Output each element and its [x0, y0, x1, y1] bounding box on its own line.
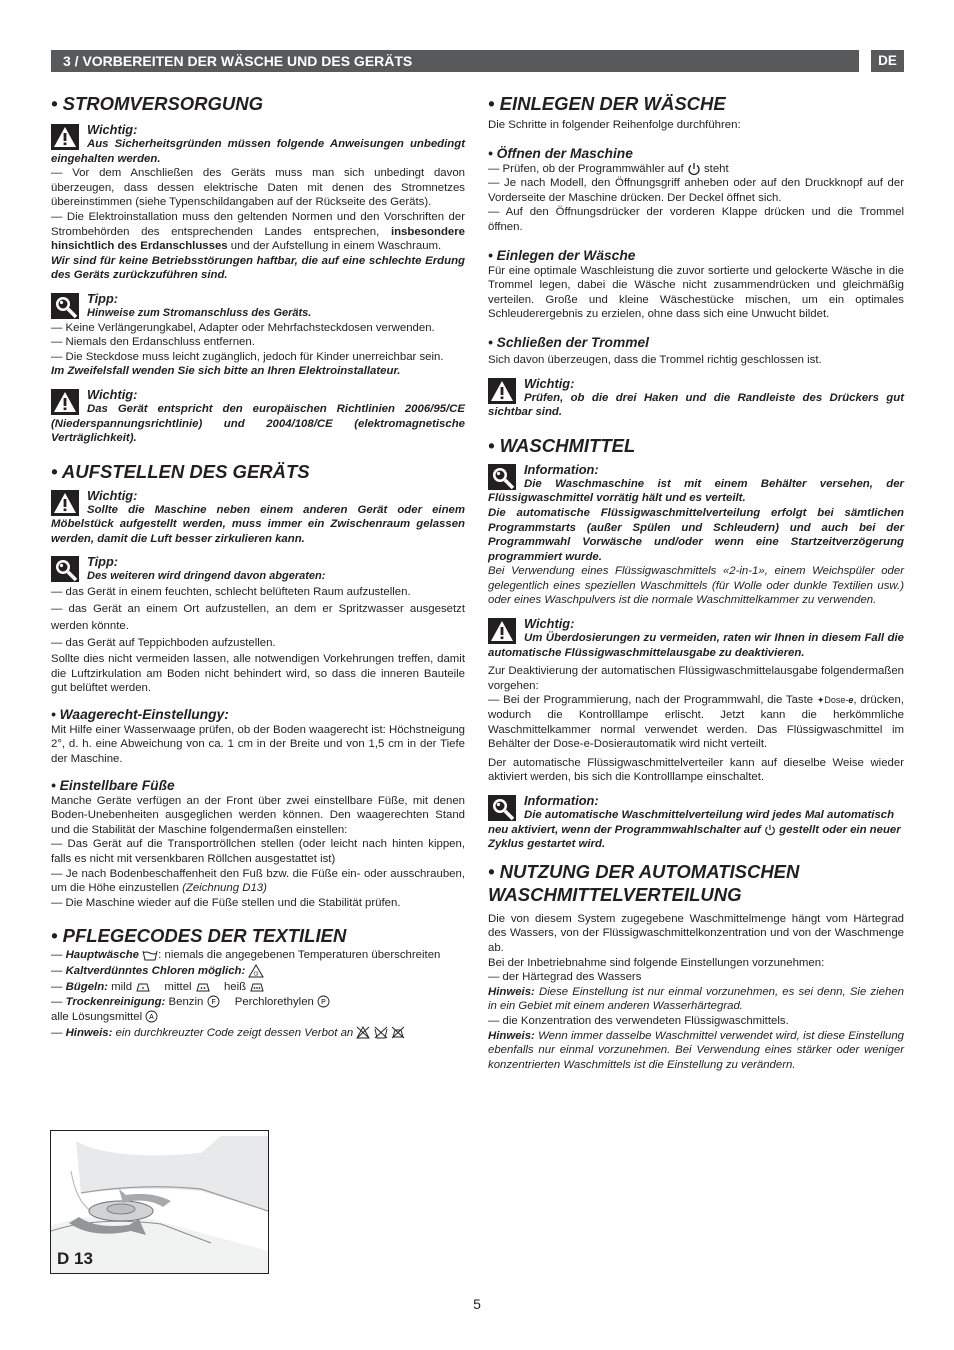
note-title: Information: — [524, 793, 599, 809]
note-text: Bei Verwendung eines Flüssigwaschmittels «2-in-1», einem Weichspüler oder gelegentlich eines speziellen Waschmittels (für Wolle oder dunkle Textilien usw.) oder eines Waschpulvers ist die normale Waschmittelkammer zu verwenden. — [488, 565, 904, 607]
note-text: Sollte die Maschine neben einem anderen Gerät oder einem Möbelstück aufgestellt werden, muss immer ein Zwischenraum gelassen werden, damit die Luft besser zirkulieren kann. — [51, 503, 465, 545]
text-part: — Die Elektroinstallation muss den geltenden Normen und den Vorschriften der Strombehörden des entsprechenden Landes entsprechen, — [51, 210, 465, 238]
auf-paragraph: Sollte dies nicht vermeiden lassen, alle notwendigen Vorkehrungen treffen, damit die Luftzirkulation am Boden nicht behindert wird, so dass die inneren Bauteile gut belüftet werden. — [51, 653, 465, 695]
dash: — — [51, 995, 66, 1008]
heading-nutzung: • NUTZUNG DER AUTOMATISCHEN WASCHMITTELVERTEILUNG — [488, 860, 800, 905]
note-title: Tipp: — [87, 290, 119, 306]
crossed-iron-icon — [391, 1026, 405, 1039]
text-part: heiß — [223, 980, 247, 993]
term: Hauptwäsche — [65, 949, 139, 962]
oeffnen-line-2: — Je nach Modell, den Öffnungsgriff anheben oder auf den Druckknopf auf der Vorderseite der Maschine drücken. Der Deckel öffnet sich. — [488, 177, 904, 204]
nutzung-hinweis-1 — [488, 985, 904, 1014]
term: Hinweis: — [488, 1029, 535, 1042]
nutzung-hinweis-2 — [488, 1029, 904, 1073]
strom-paragraph-3: Wir sind für keine Betriebsstörungen haftbar, die auf eine schlechte Erdung des Geräts zurückzuführen sind. — [51, 254, 465, 282]
text-part: : niemals die angegebenen Temperaturen überschreiten — [158, 949, 441, 962]
text-part: — Prüfen, ob der Programmwähler auf — [488, 162, 684, 175]
note-tipp-2 — [51, 554, 465, 584]
circle-f-icon — [207, 995, 220, 1008]
magnifier-icon — [51, 556, 79, 582]
note-tipp-1 — [51, 291, 465, 321]
section-header: 3 / VORBEREITEN DER WÄSCHE UND DES GERÄTS — [51, 50, 859, 72]
text-part: mild — [111, 980, 133, 993]
waage-paragraph: Mit Hilfe einer Wasserwaage prüfen, ob der Boden waagerecht ist: Höchstneigung 2°, d. h. eine Abweichung von ca. 1 cm in der Breite und von 1,5 cm in der Tiefe der Maschine. — [51, 723, 465, 766]
dash: — — [51, 949, 66, 962]
left-column — [51, 92, 465, 1041]
heading-schliessen: • Schließen der Trommel — [488, 334, 649, 350]
fuesse-paragraph-1: Manche Geräte verfügen an der Front über zwei einstellbare Füße, mit denen Boden-Unebenheiten ausgeglichen werden können. Den waagerechten Stand und die Stabilität der Maschine folgendermaßen einstellen: — [51, 794, 465, 836]
note-wichtig-2 — [51, 387, 465, 446]
note-text — [488, 808, 904, 852]
chlorine-label: Cl — [254, 971, 259, 978]
warning-icon — [51, 490, 79, 516]
note-information-2 — [488, 793, 904, 852]
pflege-line-1 — [51, 948, 465, 963]
figure-d13 — [50, 1130, 269, 1274]
text-part: gestellt oder ein neuer Zyklus gestartet wird. — [488, 823, 901, 851]
power-icon — [764, 824, 776, 836]
pflege-line-6 — [51, 1025, 465, 1041]
power-icon — [687, 162, 701, 176]
pflege-line-3 — [51, 979, 465, 995]
note-text: Hinweise zum Stromanschluss des Geräts. — [87, 306, 312, 319]
iron-icon — [135, 981, 151, 992]
text-part: — Bei der Programmierung, nach der Programmwahl, die Taste — [488, 694, 814, 707]
oeffnen-line-3: — Auf den Öffnungsdrücker der vorderen Klappe drücken und die Trommel öffnen. — [488, 206, 904, 233]
text-emphasis: insbesondere hinsichtlich des Erdanschlusses — [51, 225, 465, 253]
heading-pflegecodes: • PFLEGECODES DER TEXTILIEN — [51, 925, 347, 947]
note-text: Des weiteren wird dringend davon abgeraten: — [87, 570, 326, 583]
text-part: steht — [703, 162, 729, 175]
fuesse-paragraph-3 — [51, 867, 465, 896]
circle-a-icon — [145, 1010, 158, 1023]
page-number: 5 — [473, 1296, 481, 1312]
note-title: Tipp: — [87, 554, 119, 570]
fuesse-paragraph-2: — Das Gerät auf die Transportröllchen stellen (oder leicht nach hinten kippen, falls es nicht mit versenkbaren Röllchen ausgestattet ist) — [51, 838, 465, 865]
dose-label: Dose- — [824, 695, 849, 706]
deaktivierung-paragraph-1: Zur Deaktivierung der automatischen Flüssigwaschmittelausgabe folgendermaßen vorgehen: — [488, 665, 904, 692]
fuesse-paragraph-4: — Die Maschine wieder auf die Füße stellen und die Stabilität prüfen. — [51, 896, 401, 909]
note-text: Das Gerät entspricht den europäischen Richtlinien 2006/95/CE (Niederspannungsrichtlinie) und 2004/108/CE (elektromagnetische Verträglichkeit). — [51, 402, 465, 445]
auf-line-1: — das Gerät in einem feuchten, schlecht belüfteten Raum aufzustellen. — [51, 586, 411, 599]
circle-p-icon — [317, 995, 330, 1008]
heading-waagerecht: • Waagerecht-Einstellungy: — [51, 706, 229, 722]
text-part: Diese Einstellung ist nur einmal vorzunehmen, es sei denn, Sie ziehen in ein Gebiet mit einem anderen Wasserhärtegrad. — [488, 985, 904, 1013]
nutzung-paragraph-1: Die von diesem System zugegebene Waschmittelmenge hängt vom Härtegrad des Wassers, von der Flüssigwaschmittelkonzentration und von der Waschmenge ab. — [488, 912, 904, 954]
pflege-line-5 — [51, 1010, 465, 1025]
note-text: Die Waschmaschine ist mit einem Behälter versehen, der Flüssigwaschmittel vorrätig hält und es verteilt. — [488, 477, 904, 505]
warning-icon — [51, 124, 79, 150]
note-wichtig-4 — [488, 376, 904, 420]
nutzung-paragraph-3: — der Härtegrad des Wassers — [488, 971, 642, 984]
schliessen-paragraph: Sich davon überzeugen, dass die Trommel richtig geschlossen ist. — [488, 353, 822, 366]
heading-aufstellen: • AUFSTELLEN DES GERÄTS — [51, 460, 310, 482]
crossed-triangle-icon — [356, 1026, 370, 1039]
auf-line-2: — das Gerät an einem Ort aufzustellen, an dem er Spritzwasser ausgesetzt werden könnte. — [51, 603, 465, 633]
einlegen-intro: Die Schritte in folgender Reihenfolge durchführen: — [488, 119, 741, 131]
strom-paragraph-2 — [51, 210, 465, 254]
tipp-line-2: — Niemals den Erdanschluss entfernen. — [51, 336, 255, 349]
text-part: Perchlorethylen — [234, 995, 314, 1008]
text-part: , drücken, wodurch die Kontrolllampe erlischt. Jetzt kann die herkömmliche Waschmittelkammer normal verwendet werden. Das Flüssigwaschmittel im Behälter der Dose-e-Dosierautomatik wird nicht verteilt. — [488, 694, 904, 751]
dose-e-letter: e — [848, 695, 854, 706]
text-part: Wenn immer dasselbe Waschmittel verwendet wird, ist diese Einstellung ebenfalls nur einmal vorzunehmen. Bei Verwendung eines stärker oder weniger konzentrierten Waschmittels ist die Einstellung zu verändern. — [488, 1029, 904, 1071]
warning-icon — [488, 378, 516, 404]
auf-line-3: — das Gerät auf Teppichboden aufzustellen. — [51, 637, 276, 650]
tipp-line-3: — Die Steckdose muss leicht zugänglich, jedoch für Kinder unerreichbar sein. — [51, 350, 444, 363]
note-title: Wichtig: — [524, 616, 575, 632]
deaktivierung-paragraph-3: Der automatische Flüssigwaschmittelverteiler kann auf dieselbe Weise wieder aktiviert werden, bis sich die Kontrolllampe einschaltet. — [488, 756, 904, 784]
note-title: Wichtig: — [524, 375, 575, 391]
text-part: alle Lösungsmittel — [51, 1010, 143, 1023]
note-information-1 — [488, 462, 904, 608]
note-text: Die automatische Flüssigwaschmittelverteilung erfolgt bei sämtlichen Programmstarts (außer Spülen und Schleudern) und auch bei der Programmwahl Vorwäsche und/oder wenn eine Startzeitverzögerung programmiert wurde. — [488, 506, 904, 563]
dash: — — [51, 1026, 66, 1039]
heading-fuesse: • Einstellbare Füße — [51, 777, 175, 793]
note-text: Um Überdosierungen zu vermeiden, raten wir Ihnen in diesem Fall die automatische Flüssigwaschmittelausgabe zu deaktivieren. — [488, 632, 904, 659]
figure-label: D 13 — [57, 1249, 93, 1268]
pflege-line-4 — [51, 995, 465, 1010]
warning-icon — [488, 618, 516, 644]
heading-waschmittel: • WASCHMITTEL — [488, 434, 636, 456]
nutzung-paragraph-2: Bei der Inbetriebnahme sind folgende Einstellungen vorzunehmen: — [488, 956, 825, 969]
note-wichtig-1 — [51, 122, 465, 166]
magnifier-icon — [488, 795, 516, 821]
washtub-icon — [142, 949, 158, 961]
heading-einlegen-waesche: • Einlegen der Wäsche — [488, 247, 636, 263]
note-title: Wichtig: — [87, 386, 138, 402]
circle-a-label: A — [149, 1014, 155, 1022]
note-wichtig-3 — [51, 488, 465, 547]
right-column — [488, 92, 904, 1072]
note-text: Prüfen, ob die drei Haken und die Randleiste des Drückers gut sichtbar sind. — [488, 391, 904, 419]
note-wichtig-5 — [488, 616, 904, 660]
text-part: — Je nach Bodenbeschaffenheit den Fuß bzw. die Füße ein- oder ausschrauben, um die Höhe einzustellen — [51, 867, 465, 895]
note-text: Aus Sicherheitsgründen müssen folgende Anweisungen unbedingt eingehalten werden. — [51, 138, 465, 165]
note-title: Information: — [524, 461, 599, 477]
circle-p-label: P — [321, 999, 326, 1007]
dash: — — [51, 980, 66, 993]
term: Kaltverdünntes Chloren möglich: — [65, 964, 246, 977]
term: Trockenreinigung: — [65, 995, 166, 1008]
iron-icon — [249, 981, 265, 992]
dose-e-button-label: ✦Dose-e — [816, 695, 854, 706]
magnifier-icon — [51, 293, 79, 319]
einlegen-paragraph: Für eine optimale Waschleistung die zuvor sortierte und gelockerte Wäsche in die Trommel legen, dabei die Wäsche nicht zusammendrücken und gleichmäßig verteilen. Große und kleine Wäschestücke mischen, um ein optimales Schleuderergebnis zu erzielen, ohne dass sich eine Unwucht bildet. — [488, 264, 904, 321]
tipp-line-4: Im Zweifelsfall wenden Sie sich bitte an Ihren Elektroinstallateur. — [51, 365, 401, 378]
text-part: ein durchkreuzter Code zeigt dessen Verbot an — [115, 1026, 354, 1039]
dash: — — [51, 964, 66, 977]
iron-icon — [195, 981, 211, 992]
note-title: Wichtig: — [87, 487, 138, 503]
tipp-line-1: — Keine Verlängerungkabel, Adapter oder Mehrfachsteckdosen verwenden. — [51, 321, 435, 334]
term: Hinweis: — [65, 1026, 113, 1039]
language-badge: DE — [871, 50, 904, 72]
term: Bügeln: — [65, 980, 108, 993]
nutzung-paragraph-4: — die Konzentration des verwendeten Flüssigwaschmittels. — [488, 1014, 789, 1027]
term: Hinweis: — [488, 985, 535, 998]
text-part: Benzin — [168, 995, 204, 1008]
oeffnen-line-1 — [488, 162, 904, 177]
figure-reference: (Zeichnung D13) — [182, 882, 267, 895]
warning-icon — [51, 389, 79, 415]
note-title: Wichtig: — [87, 122, 138, 137]
text-part: mittel — [164, 980, 192, 993]
text-part: Die automatische Waschmittelverteilung wird jedes Mal automatisch neu aktiviert, wenn der Programmwahlschalter auf — [488, 809, 895, 836]
heading-oeffnen: • Öffnen der Maschine — [488, 145, 633, 161]
deaktivierung-paragraph-2 — [488, 693, 904, 751]
circle-f-label: F — [210, 999, 216, 1007]
text-part: und der Aufstellung in einem Waschraum. — [230, 240, 442, 253]
magnifier-icon — [488, 464, 516, 490]
pflege-line-2 — [51, 963, 465, 979]
heading-einlegen: • EINLEGEN DER WÄSCHE — [488, 93, 726, 114]
crossed-washtub-icon — [374, 1026, 388, 1039]
strom-paragraph-1: — Vor dem Anschließen des Geräts muss man sich unbedingt davon überzeugen, dass dessen elektrische Daten mit denen des Stromnetzes übereinstimmen (siehe Typenschildangaben auf der Rückseite des Geräts). — [51, 167, 465, 209]
heading-stromversorgung: • STROMVERSORGUNG — [51, 93, 264, 114]
triangle-chlorine-icon — [248, 964, 264, 978]
